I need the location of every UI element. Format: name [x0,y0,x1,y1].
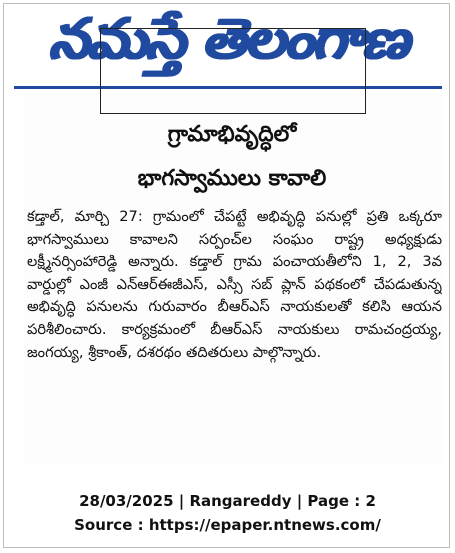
headline-line-2: భాగస్వాములు కావాలి [137,166,327,191]
headline-box [100,28,366,114]
source-link[interactable]: Source : https://epaper.ntnews.com/ [74,516,381,534]
date-edition-page: 28/03/2025 | Rangareddy | Page : 2 [79,492,376,510]
headline-line-1: గ్రామాభివృద్ధిలో [167,122,297,147]
article-body: కడ్తాల్, మార్చి 27: గ్రామంలో చేపట్టే అభివృద్ధి పనుల్లో ప్రతి ఒక్కరూ భాగస్వాములు కావాలని సర్పంచ్‌ల సంఘం రాష్ట్ర అధ్యక్షుడు లక్ష్మీనర్సింహారెడ్డి అన్నారు. కడ్తాల్ గ్రామ పంచాయతీలోని 1, 2, 3వ వార్డుల్లో ఎంజీ ఎన్‌ఆర్‌ఈజీఎస్, ఎస్సీ సబ్ ప్లాన్ పథకంలో చేపడుతున్న అభివృద్ధి పనులను గురువారం బీఆర్‌ఎస్ నాయకులతో కలిసి ఆయన పరిశీలించారు. కార్యక్రమంలో బీఆర్‌ఎస్ నాయకులు రామచంద్రయ్య, జంగయ్య, శ్రీకాంత్, దశరథం తదితరులు పాల్గొన్నారు. [27,208,442,361]
newspaper-masthead: నమస్తే తెలంగాణ [48,10,408,72]
